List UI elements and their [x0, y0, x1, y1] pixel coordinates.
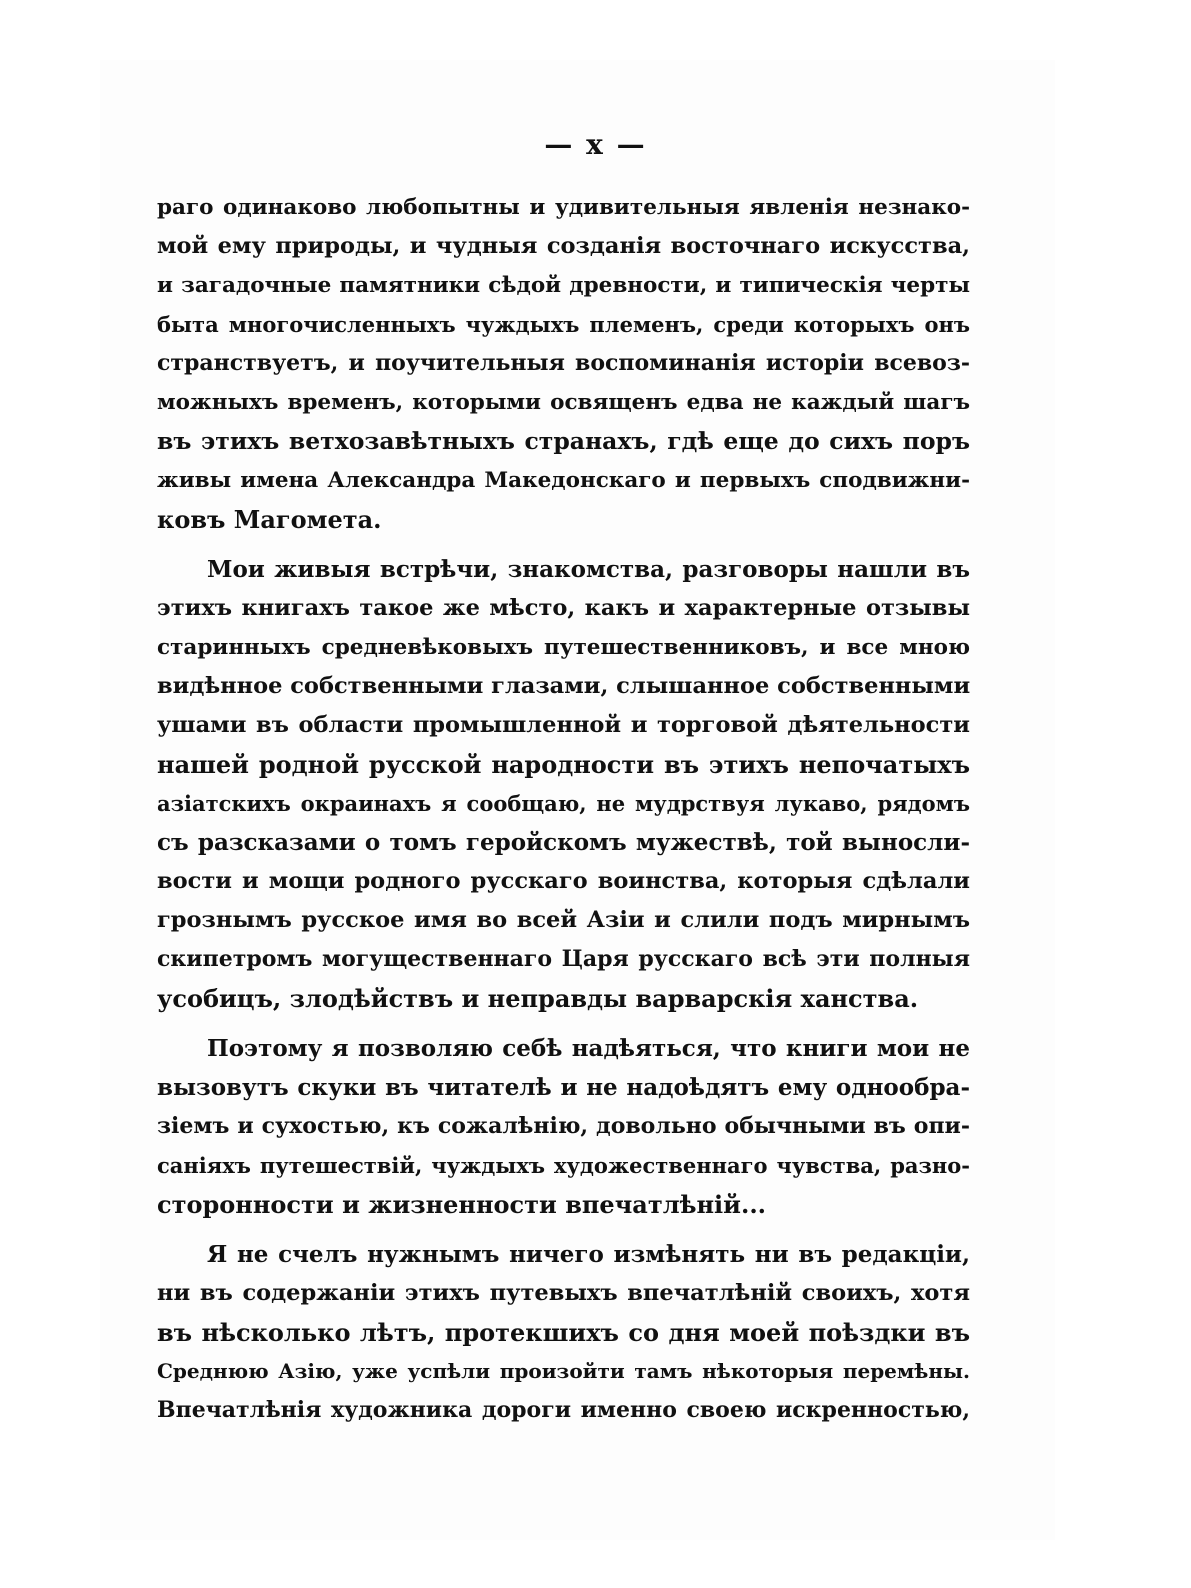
text-line: азіатскихъ окраинахъ я сообщаю, не мудрствуя лукаво, рядомъ [157, 791, 970, 816]
text-line: Среднюю Азію, уже успѣли произойти тамъ нѣкоторыя перемѣны. [157, 1359, 970, 1383]
text-line: усобицъ, злодѣйствъ и неправды варварскія ханства. [157, 984, 919, 1013]
body-text [157, 188, 970, 1430]
text-line: раго одинаково любопытны и удивительныя явленія незнако- [157, 195, 970, 220]
paragraph-gap [157, 539, 970, 550]
text-line: нашей родной русской народности въ этихъ непочатыхъ [157, 750, 970, 779]
text-line: Поэтому я позволяю себѣ надѣяться, что книги мои не [207, 1035, 970, 1062]
text-line: ушами въ области промышленной и торговой дѣятельности [157, 712, 970, 738]
text-line: грознымъ русское имя во всей Азіи и слили подъ мирнымъ [157, 907, 970, 933]
text-line: старинныхъ средневѣковыхъ путешественниковъ, и все мною [157, 635, 970, 660]
paragraph-1 [157, 188, 970, 539]
paragraph-gap [157, 1224, 970, 1235]
paragraph-2 [157, 550, 970, 1018]
text-line: видѣнное собственными глазами, слышанное собственными [157, 673, 970, 699]
text-line: саніяхъ путешествій, чуждыхъ художественнаго чувства, разно- [157, 1153, 970, 1178]
text-line: живы имена Александра Македонскаго и первыхъ сподвижни- [157, 468, 970, 493]
text-line: Мои живыя встрѣчи, знакомства, разговоры нашли въ [207, 556, 970, 583]
text-line: этихъ книгахъ такое же мѣсто, какъ и характерные отзывы [157, 595, 970, 621]
text-line: и загадочные памятники сѣдой древности, и типическія черты [157, 273, 970, 298]
text-line: можныхъ временъ, которыми освященъ едва не каждый шагъ [157, 390, 970, 415]
text-line: въ нѣсколько лѣтъ, протекшихъ со дня моей поѣздки въ [157, 1318, 970, 1347]
text-line: ковъ Магомета. [157, 505, 382, 534]
text-line: ни въ содержаніи этихъ путевыхъ впечатлѣній своихъ, хотя [157, 1280, 970, 1306]
text-line: зіемъ и сухостью, къ сожалѣнію, довольно обычными въ опи- [157, 1113, 970, 1139]
text-line: съ разсказами о томъ геройскомъ мужествѣ, той выносли- [157, 829, 970, 856]
text-line: мой ему природы, и чудныя созданія восточнаго искусства, [157, 233, 970, 259]
text-line: Я не счелъ нужнымъ ничего измѣнять ни въ редакціи, [207, 1241, 970, 1268]
paragraph-3 [157, 1029, 970, 1224]
text-line: скипетромъ могущественнаго Царя русскаго всѣ эти полныя [157, 946, 970, 972]
text-line: сторонности и жизненности впечатлѣній... [157, 1190, 767, 1219]
paragraph-4 [157, 1235, 970, 1430]
text-line: странствуетъ, и поучительныя воспоминанія исторіи всевоз- [157, 350, 970, 376]
text-line: въ этихъ ветхозавѣтныхъ странахъ, гдѣ еще до сихъ поръ [157, 427, 970, 455]
text-line: быта многочисленныхъ чуждыхъ племенъ, среди которыхъ онъ [157, 312, 970, 337]
text-line: Впечатлѣнія художника дороги именно своею искренностью, [157, 1397, 970, 1423]
text-line: вызовутъ скуки въ читателѣ и не надоѣдятъ ему однообра- [157, 1074, 970, 1101]
page-number: — x — [544, 128, 647, 161]
text-line: вости и мощи родного русскаго воинства, которыя сдѣлали [157, 868, 970, 894]
paragraph-gap [157, 1018, 970, 1029]
